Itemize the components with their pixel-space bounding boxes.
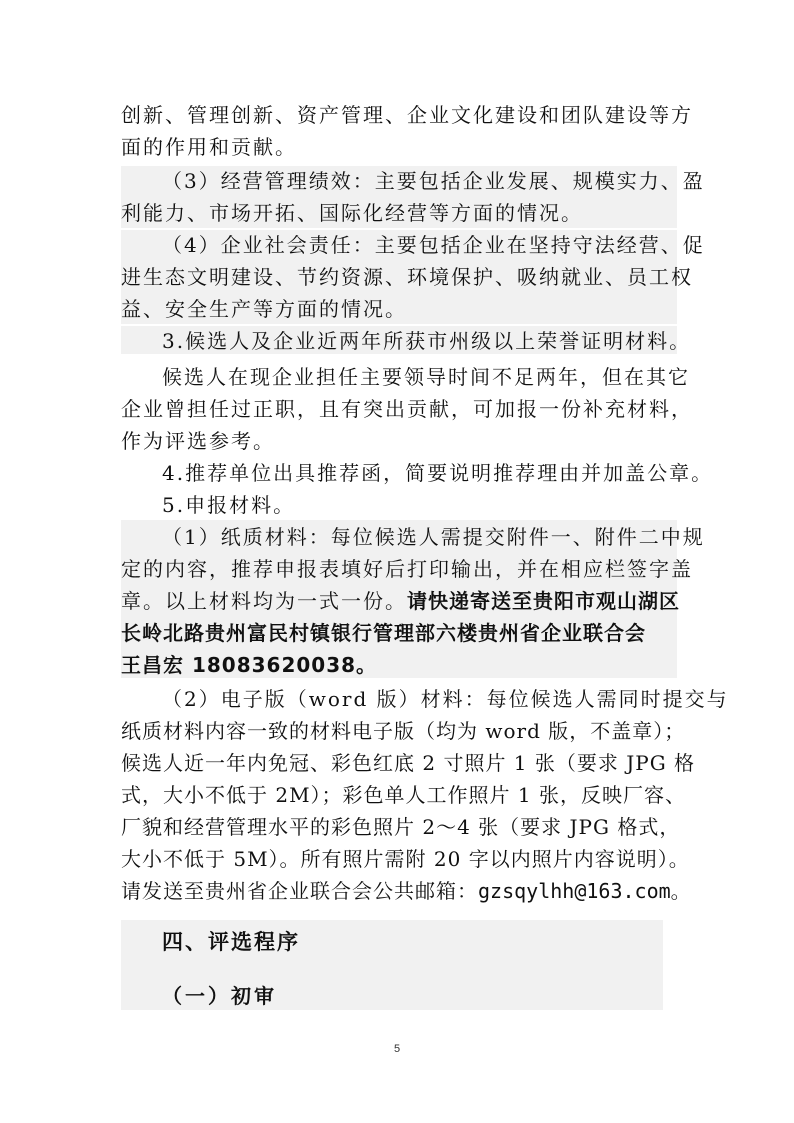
body-line: 大小不低于 5M）。所有照片需附 20 字以内照片内容说明）。 <box>121 847 690 871</box>
body-line: 厂貌和经营管理水平的彩色照片 2～4 张（要求 JPG 格式， <box>121 815 681 839</box>
body-line: 5.申报材料。 <box>162 493 296 517</box>
body-line: 3.候选人及企业近两年所获市州级以上荣誉证明材料。 <box>162 329 692 353</box>
body-line <box>121 589 680 613</box>
section-heading: 四、评选程序 <box>162 930 300 954</box>
body-line: （2）电子版（word 版）材料：每位候选人需同时提交与 <box>162 687 729 711</box>
body-text: 请发送至贵州省企业联合会公共邮箱： <box>121 879 478 903</box>
body-line: 作为评选参考。 <box>121 429 275 453</box>
body-line: 候选人近一年内免冠、彩色红底 2 寸照片 1 张（要求 JPG 格 <box>121 751 696 775</box>
body-line: 定的内容，推荐申报表填好后打印输出，并在相应栏签字盖 <box>121 557 693 581</box>
body-line: 进生态文明建设、节约资源、环境保护、吸纳就业、员工权 <box>121 265 693 289</box>
page-number: 5 <box>393 1043 401 1055</box>
body-line: （3）经营管理绩效：主要包括企业发展、规模实力、盈 <box>162 169 705 193</box>
body-line: 企业曾担任过正职，且有突出贡献，可加报一份补充材料， <box>121 397 693 421</box>
body-line <box>121 879 692 903</box>
mailing-address-line: 长岭北路贵州富民村镇银行管理部六楼贵州省企业联合会 <box>121 621 646 645</box>
body-text: 。 <box>670 879 692 903</box>
body-line: 益、安全生产等方面的情况。 <box>121 297 407 321</box>
body-line: 式，大小不低于 2M）；彩色单人工作照片 1 张，反映厂容、 <box>121 783 686 807</box>
body-line: 候选人在现企业担任主要领导时间不足两年，但在其它 <box>162 365 690 389</box>
body-text: 章。以上材料均为一式一份。 <box>121 589 407 613</box>
body-line: 创新、管理创新、资产管理、企业文化建设和团队建设等方 <box>121 103 693 127</box>
mailing-address-text: 请快递寄送至贵阳市观山湖区 <box>407 589 680 613</box>
subsection-heading: （一）初审 <box>162 984 277 1008</box>
body-line: 4.推荐单位出具推荐函，简要说明推荐理由并加盖公章。 <box>162 461 714 485</box>
email-address: gzsqylhh@163.com <box>478 879 671 903</box>
body-line: 面的作用和贡献。 <box>121 135 297 159</box>
contact-line: 王昌宏 18083620038。 <box>121 653 378 677</box>
body-line: 利能力、市场开拓、国际化经营等方面的情况。 <box>121 201 583 225</box>
body-line: 纸质材料内容一致的材料电子版（均为 word 版，不盖章）； <box>121 719 686 743</box>
body-line: （1）纸质材料：每位候选人需提交附件一、附件二中规 <box>162 525 705 549</box>
body-line: （4）企业社会责任：主要包括企业在坚持守法经营、促 <box>162 233 705 257</box>
